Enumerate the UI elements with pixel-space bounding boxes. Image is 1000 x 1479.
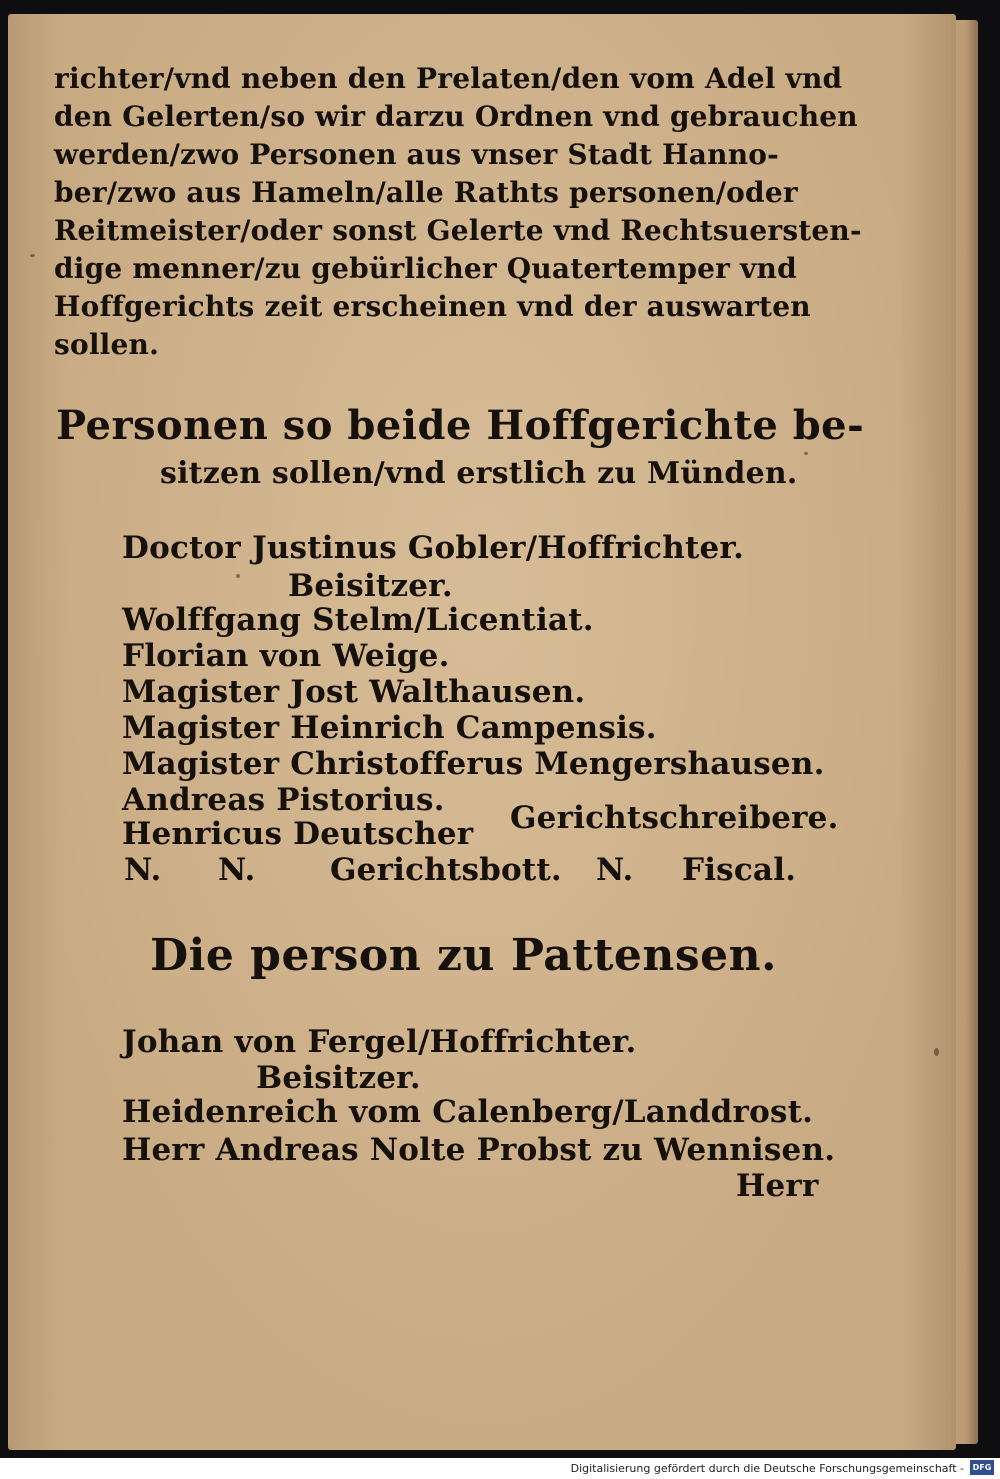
officer-item: N.	[218, 852, 256, 888]
list-item: Andreas Pistorius.	[122, 782, 445, 818]
list-item: Herr Andreas Nolte Probst zu Wennisen.	[122, 1132, 836, 1168]
paragraph-line: dige menner/zu gebürlicher Quatertemper vnd	[54, 252, 797, 285]
catchword: Herr	[736, 1168, 819, 1204]
ink-speck	[30, 254, 35, 257]
dfg-logo: DFG	[970, 1460, 994, 1475]
list-item: Florian von Weige.	[122, 638, 450, 674]
digitization-footer	[0, 1458, 1000, 1479]
footer-credit: Digitalisierung gefördert durch die Deutsche Forschungsgemeinschaft -	[570, 1462, 964, 1475]
list-item: Wolffgang Stelm/Licentiat.	[122, 602, 594, 638]
paragraph-line: richter/vnd neben den Prelaten/den vom Adel vnd	[54, 62, 843, 95]
list-item: Magister Heinrich Campensis.	[122, 710, 657, 746]
officer-item: N.	[124, 852, 162, 888]
list-item: Heidenreich vom Calenberg/Landdrost.	[122, 1094, 814, 1130]
ink-speck	[804, 452, 808, 455]
section-heading-pattensen: Die person zu Pattensen.	[150, 930, 777, 981]
heading-line: Personen so beide Hoffgerichte be-	[56, 402, 865, 449]
ink-speck	[934, 1048, 939, 1056]
officer-item: Fiscal.	[682, 852, 797, 888]
paragraph-line: Hoffgerichts zeit erscheinen vnd der auswarten	[54, 290, 811, 323]
court-judge: Johan von Fergel/Hoffrichter.	[122, 1024, 637, 1060]
list-item: Magister Jost Walthausen.	[122, 674, 586, 710]
ink-speck	[236, 574, 240, 578]
paragraph-line: ber/zwo aus Hameln/alle Rathts personen/oder	[54, 176, 798, 209]
court-judge: Doctor Justinus Gobler/Hoffrichter.	[122, 530, 745, 566]
clerks-label: Gerichtschreibere.	[510, 800, 839, 836]
paragraph-line: sollen.	[54, 328, 160, 361]
list-item: Magister Christofferus Mengershausen.	[122, 746, 825, 782]
officer-item: Gerichtsbott.	[330, 852, 562, 888]
paragraph-line: Reitmeister/oder sonst Gelerte vnd Rechtsuersten-	[54, 214, 862, 247]
heading-line: sitzen sollen/vnd erstlich zu Münden.	[160, 456, 798, 491]
assessors-label: Beisitzer.	[288, 568, 453, 604]
officer-item: N.	[596, 852, 634, 888]
list-item: Henricus Deutscher	[122, 816, 474, 852]
paragraph-line: den Gelerten/so wir darzu Ordnen vnd gebrauchen	[54, 100, 858, 133]
paragraph-line: werden/zwo Personen aus vnser Stadt Hanno-	[54, 138, 779, 171]
assessors-label: Beisitzer.	[256, 1060, 421, 1096]
